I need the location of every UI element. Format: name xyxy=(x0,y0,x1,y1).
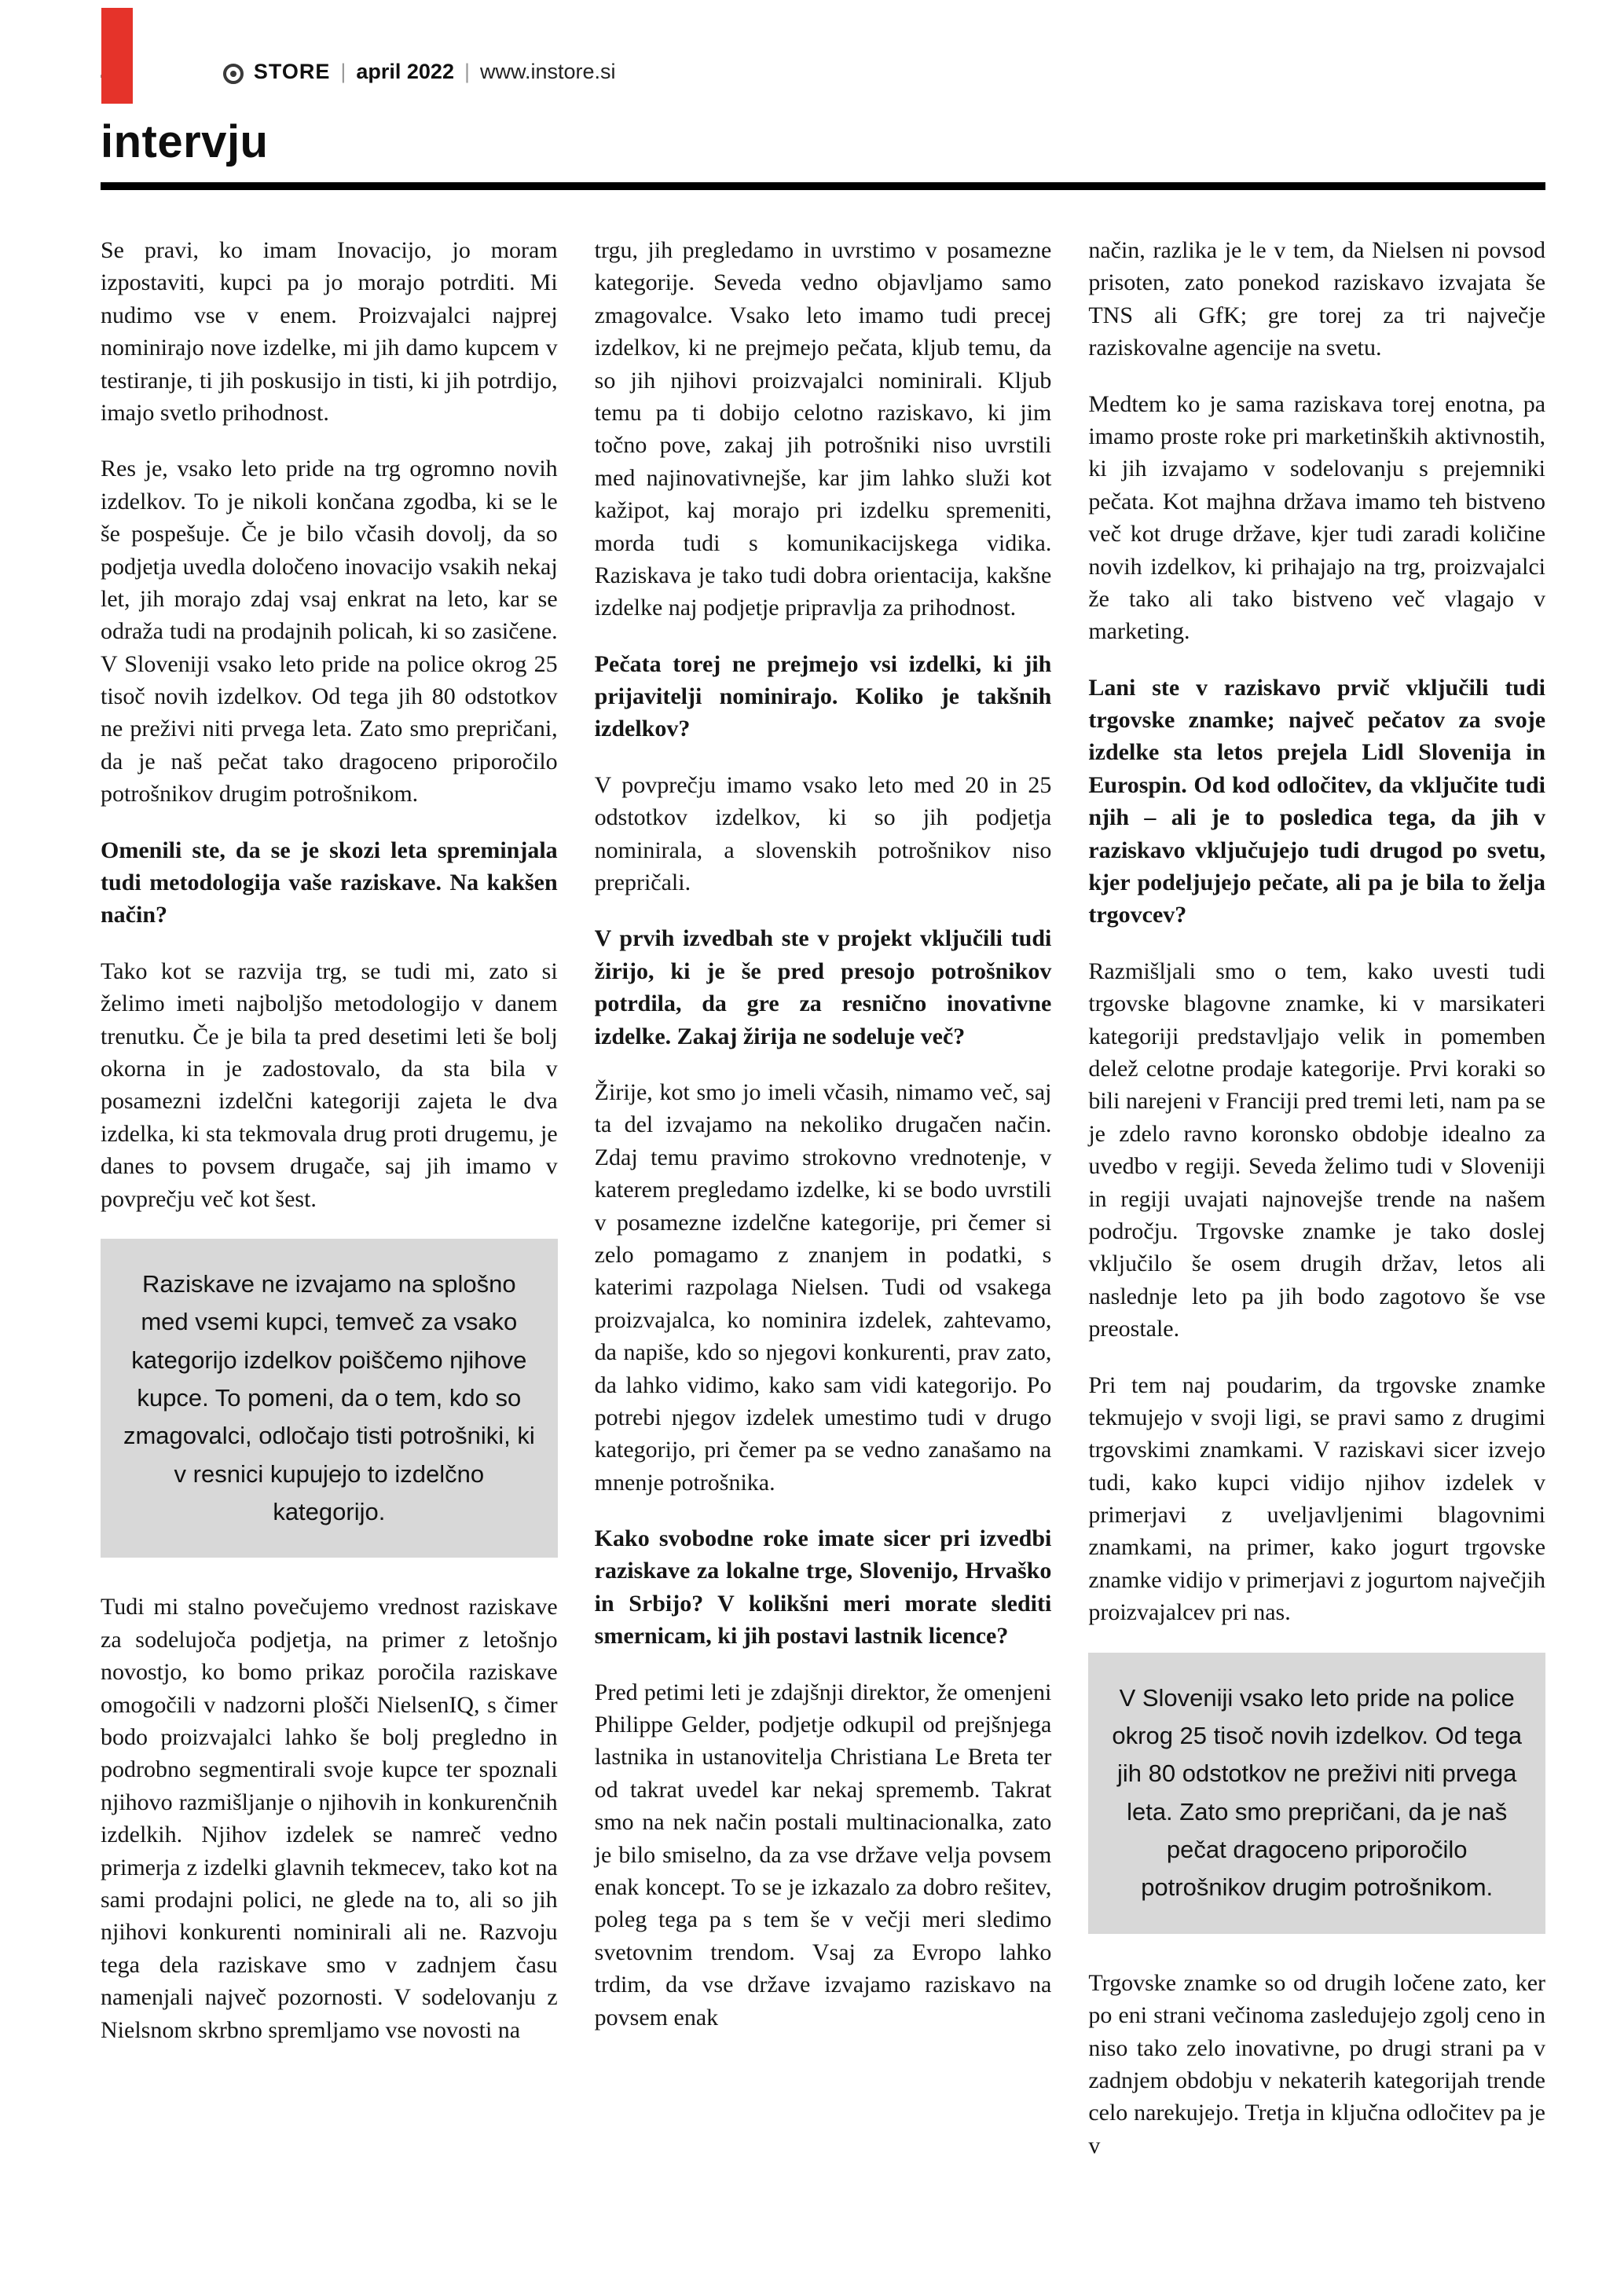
interview-question: Pečata torej ne prejmejo vsi izdelki, ki jih prijavitelji nominirajo. Koliko je takšnih izdelkov? xyxy=(594,650,1052,742)
body-paragraph: Se pravi, ko imam Inovacijo, jo moram izpostaviti, kupci pa jo morajo potrditi. Mi nudimo vse v enem. Proizvajalci najprej nominirajo nove izdelke, mi jih damo kupcem v testiranje, ti jih poskusijo in tisti, ki jih potrdijo, imajo svetlo prihodnost. xyxy=(101,237,558,426)
body-paragraph: Pred petimi leti je zdajšnji direktor, že omenjeni Philippe Gelder, podjetje odkupil od prejšnjega lastnika in ustanovitelja Christiana Le Breta ter od takrat uvedel kar nekaj sprememb. Takrat smo na nek način postali multinacionalka, zato je bilo smiselno, da za vse države velja povsem enak koncept. To se je izkazalo za dobro rešitev, poleg tega pa s tem še v večji meri sledimo svetovnim trendom. Vsaj za Evropo lahko trdim, da vse države izvajamo raziskavo na povsem enak xyxy=(594,1679,1052,2031)
section-rule xyxy=(101,182,1545,190)
page-header xyxy=(0,0,1624,89)
column-3 xyxy=(1088,234,1545,2185)
body-paragraph: Tako kot se razvija trg, se tudi mi, zato si želimo imeti najboljšo metodologijo v danem trenutku. Če je bila ta pred desetimi leti še bolj okorna in je zadostovalo, da sta bila v posamezni izdelčni kategoriji zajeta le dva izdelka, ki sta tekmovala drug proti drugemu, je danes to povsem drugače, saj jih imamo v povprečju več kot šest. xyxy=(101,958,558,1212)
pull-quote: Raziskave ne izvajamo na splošno med vsemi kupci, temveč za vsako kategorijo izdelkov poiščemo njihove kupce. To pomeni, da o tem, kdo so zmagovalci, odločajo tisti potrošniki, ki v resnici kupujejo to izdelčno kategorijo. xyxy=(101,1239,558,1558)
separator: | xyxy=(464,59,470,83)
column-2 xyxy=(595,234,1052,2185)
interview-question: Lani ste v raziskavo prvič vključili tudi trgovske znamke; največ pečatov za svoje izdelke sta letos prejela Lidl Slovenija in Eurospin. Od kod odločitev, da vključite tudi njih – ali je to posledica tega, da jih v raziskavo vključujejo tudi drugod po svetu, kjer podeljujejo pečate, ali pa je bila to želja trgovcev? xyxy=(1088,674,1546,928)
article-body xyxy=(0,190,1624,2185)
body-paragraph: Trgovske znamke so od drugih ločene zato, ker po eni strani večinoma zasledujejo zgolj ceno in niso tako zelo inovativne, po drugi strani pa v zadnjem obdobju v nekaterih kategorijah trende celo narekujejo. Tretja in ključna odločitev pa je v xyxy=(1088,1969,1546,2159)
body-paragraph: Tudi mi stalno povečujemo vrednost raziskave za sodelujoča podjetja, na primer z letošnjo novostjo, ko bomo prikaz poročila raziskave omogočili v nadzorni plošči NielsenIQ, s čimer bodo proizvajalci lahko še bolj pregledno in podrobno segmentirali svoje kupce ter spoznali njihovo razmišljanje o njihovih in konkurenčnih izdelkih. Njihov izdelek se namreč vedno primerja z izdelki glavnih tekmecev, tako kot na sami prodajni polici, ne glede na to, ali so jih njihovi konkurenti nominirali ali ne. Razvoju tega dela raziskave smo v zadnjem času namenjali največ pozornosti. V sodelovanju z Nielsnom skrbno spremljamo vse novosti na xyxy=(101,1594,558,2043)
body-paragraph: V povprečju imamo vsako leto med 20 in 25 odstotkov izdelkov, ki so jih podjetja nominirala, a slovenskih potrošnikov niso prepričali. xyxy=(594,771,1052,896)
section-title: intervju xyxy=(101,116,269,167)
body-paragraph: trgu, jih pregledamo in uvrstimo v posamezne kategorije. Seveda vedno objavljamo samo zmagovalce. Vsako leto imamo tudi precej izdelkov, ki ne prejmejo pečata, kljub temu, da so jih njihovi proizvajalci nominirali. Kljub temu pa ti dobijo celotno raziskavo, ki jim točno pove, zakaj jih potrošniki niso uvrstili med najinovativnejše, kar jim lahko služi kot kažipot, kaj morajo pri izdelku spremeniti, morda tudi s komunikacijskega vidika. Raziskava je tako tudi dobra orientacija, kakšne izdelke naj podjetje pripravlja za prihodnost. xyxy=(594,237,1052,621)
brand-name: STORE xyxy=(253,59,331,83)
pull-quote: V Sloveniji vsako leto pride na police okrog 25 tisoč novih izdelkov. Od tega jih 80 odstotkov ne preživi niti prvega leta. Zato smo prepričani, da je naš pečat dragoceno priporočilo potrošnikov drugim potrošnikom. xyxy=(1088,1653,1545,1934)
red-corner-tab xyxy=(101,8,133,104)
body-paragraph: način, razlika je le v tem, da Nielsen ni povsod prisoten, zato ponekod raziskavo izvajata še TNS ali GfK; gre torej za tri največje raziskovalne agencije na svetu. xyxy=(1088,237,1546,361)
website-url: www.instore.si xyxy=(479,59,616,83)
instore-logo-icon xyxy=(223,64,244,84)
body-paragraph: Res je, vsako leto pride na trg ogromno novih izdelkov. To je nikoli končana zgodba, ki se le še pospešuje. Če je bilo včasih dovolj, da so podjetja uvedla določeno inovacijo vsakih nekaj let, jih morajo zdaj vsaj enkrat na leto, kar se odraža tudi na prodajnih policah, ki so zasičene. V Sloveniji vsako leto pride na police okrog 25 tisoč novih izdelkov. Od tega jih 80 odstotkov ne preživi niti prvega leta. Zato smo prepričani, da je naš pečat tako dragoceno priporočilo potrošnikov drugim potrošnikom. xyxy=(101,456,558,807)
column-1 xyxy=(101,234,558,2185)
interview-question: V prvih izvedbah ste v projekt vključili tudi žirijo, ki je še pred presojo potrošnikov potrdila, da gre za resnično inovativne izdelke. Zakaj žirija ne sodeluje več? xyxy=(594,925,1052,1049)
issue-date: april 2022 xyxy=(356,59,454,83)
interview-question: Omenili ste, da se je skozi leta spreminjala tudi metodologija vaše raziskave. Na kakšen način? xyxy=(101,837,558,928)
body-paragraph: Medtem ko je sama raziskava torej enotna, pa imamo proste roke pri marketinških aktivnostih, ki jih izvajamo v sodelovanju s prejemniki pečata. Kot majhna država imamo teh bistveno več kot druge države, kjer tudi zaradi količine novih izdelkov, ki prihajajo na trg, proizvajalci že tako ali tako bistveno več vlagajo v marketing. xyxy=(1088,390,1546,645)
publication-info xyxy=(223,60,616,84)
body-paragraph: Pri tem naj poudarim, da trgovske znamke tekmujejo v svoji ligi, se pravi samo z drugimi trgovskimi znamkami. V raziskavi sicer izvejo tudi, kako kupci vidijo njihov izdelek v primerjavi z uveljavljenimi blagovnimi znamkami, na primer, kako jogurt trgovske znamke vidijo v primerjavi z jogurtom največjih proizvajalcev pri nas. xyxy=(1088,1371,1546,1626)
separator: | xyxy=(340,59,346,83)
body-paragraph: Žirije, kot smo jo imeli včasih, nimamo več, saj ta del izvajamo na nekoliko drugačen način. Zdaj temu pravimo strokovno vrednotenje, v katerem pregledamo izdelke, ki se bodo uvrstili v posamezne izdelčne kategorije, pri čemer si zelo pomagamo z znanjem in podatki, s katerimi razpolaga Nielsen. Tudi od vsakega proizvajalca, ko nominira izdelek, zahtevamo, da napiše, kdo so njegovi konkurenti, prav zato, da lahko vidimo, kako sam vidi kategorijo. Po potrebi njegov izdelek umestimo tudi v drugo kategorijo, pri čemer pa se vedno zanašamo na mnenje potrošnika. xyxy=(594,1078,1052,1496)
interview-question: Kako svobodne roke imate sicer pri izvedbi raziskave za lokalne trge, Slovenijo, Hrvaško in Srbijo? V kolikšni meri morate slediti smernicam, ki jih postavi lastnik licence? xyxy=(594,1525,1052,1650)
body-paragraph: Razmišljali smo o tem, kako uvesti tudi trgovske blagovne znamke, ki v marsikateri kategoriji predstavljajo velik in pomemben delež celotne prodaje kategorije. Prvi koraki so bili narejeni v Franciji pred tremi leti, nam pa se je zdelo ravno koronsko obdobje idealno za uvedbo v regiji. Seveda želimo tudi v Sloveniji in regiji uvajati najnovejše trende na našem področju. Trgovske znamke je tako doslej vključilo še osem drugih držav, letos ali naslednje leto pa jih bodo zagotovo še vse preostale. xyxy=(1088,958,1546,1342)
